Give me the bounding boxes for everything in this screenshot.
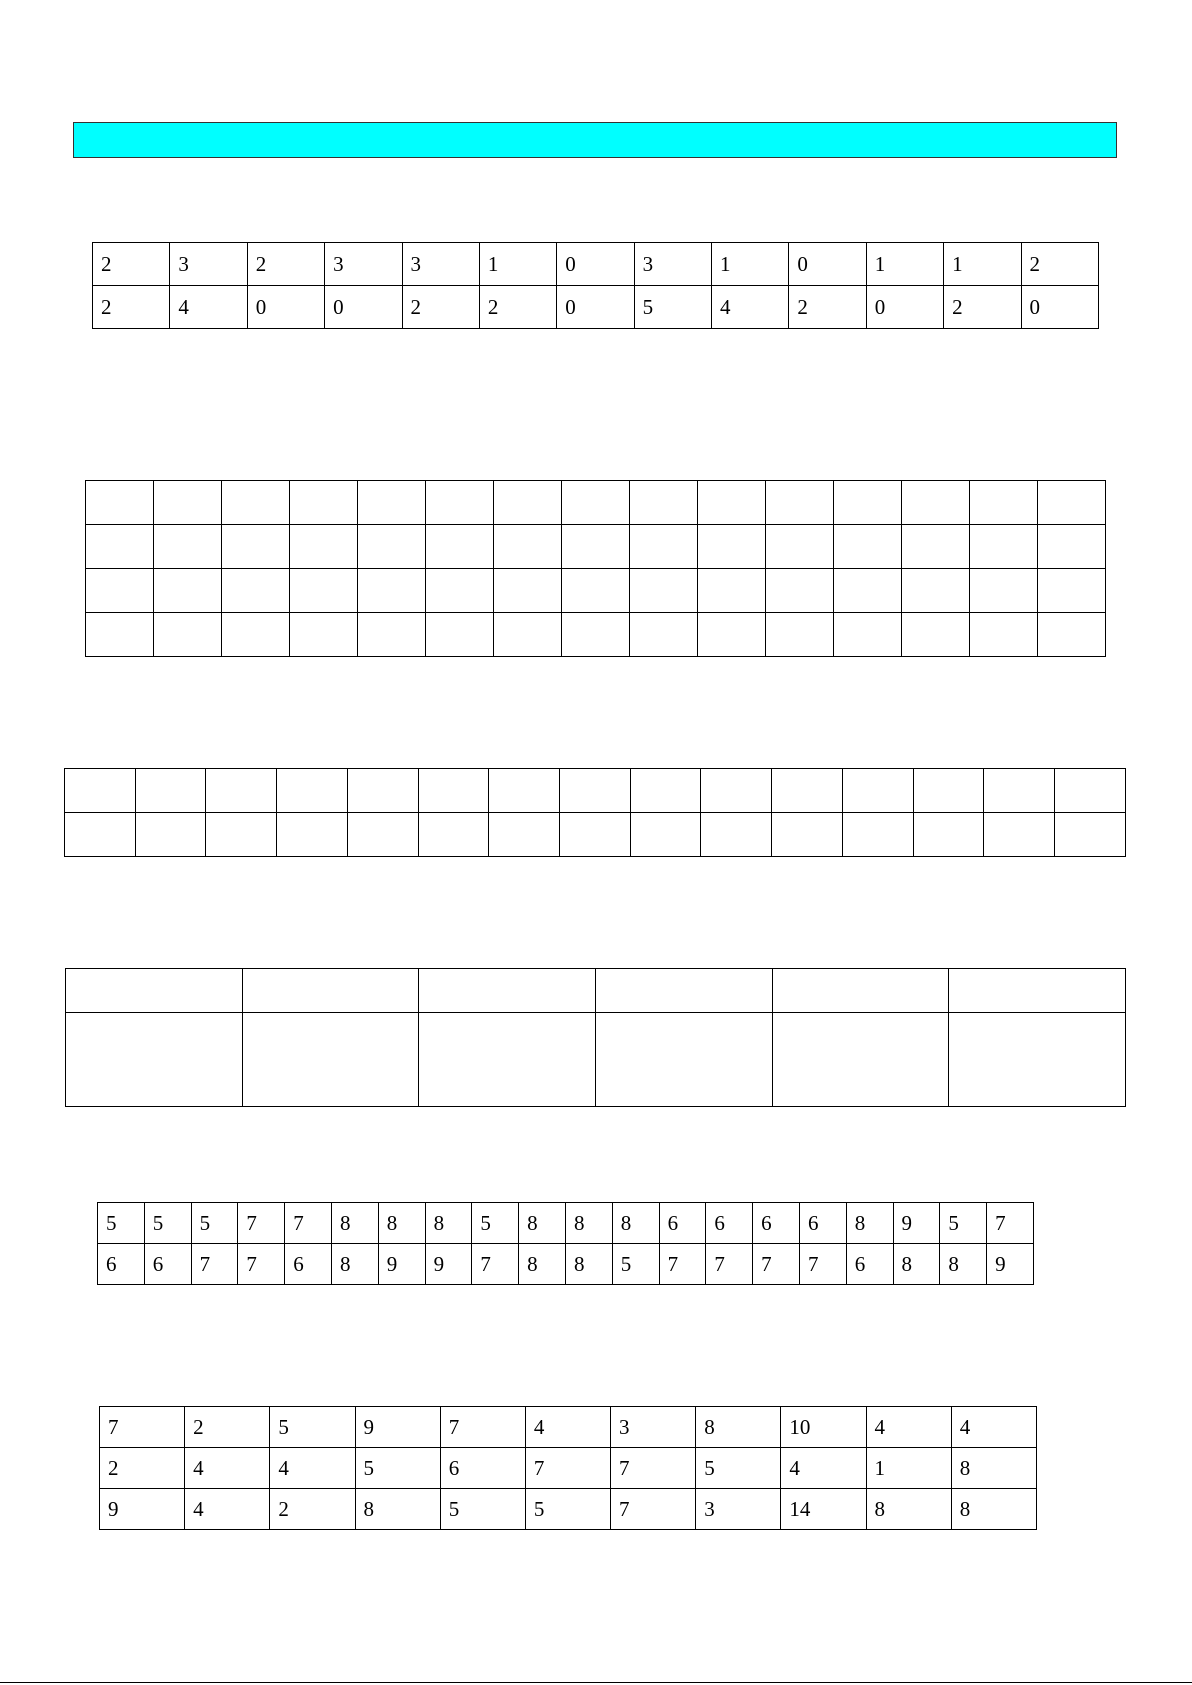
table-cell bbox=[277, 813, 348, 857]
table-cell: 8 bbox=[951, 1489, 1036, 1530]
table-cell bbox=[562, 481, 630, 525]
table-cell: 3 bbox=[634, 243, 711, 286]
table-cell bbox=[494, 525, 562, 569]
table-cell bbox=[902, 481, 970, 525]
table-cell: 3 bbox=[170, 243, 247, 286]
table-cell: 4 bbox=[170, 286, 247, 329]
table-cell bbox=[358, 613, 426, 657]
table-cell: 6 bbox=[799, 1203, 846, 1244]
table-cell: 6 bbox=[98, 1244, 145, 1285]
table-cell: 0 bbox=[557, 243, 634, 286]
table-cell: 7 bbox=[987, 1203, 1034, 1244]
table-cell: 4 bbox=[525, 1407, 610, 1448]
table-cell bbox=[902, 613, 970, 657]
table-cell: 7 bbox=[191, 1244, 238, 1285]
table-cell: 3 bbox=[402, 243, 479, 286]
table-cell: 8 bbox=[893, 1244, 940, 1285]
data-table-6 bbox=[99, 1406, 1037, 1530]
table-cell bbox=[358, 481, 426, 525]
table-cell: 8 bbox=[866, 1489, 951, 1530]
data-table-1 bbox=[92, 242, 1099, 329]
table-cell bbox=[970, 525, 1038, 569]
table-cell bbox=[560, 769, 631, 813]
table-cell bbox=[698, 613, 766, 657]
table-cell: 4 bbox=[185, 1448, 270, 1489]
table-cell bbox=[949, 969, 1126, 1013]
table-cell: 7 bbox=[238, 1203, 285, 1244]
table-cell bbox=[595, 969, 772, 1013]
table-cell bbox=[562, 613, 630, 657]
table-cell: 2 bbox=[402, 286, 479, 329]
table-cell bbox=[970, 613, 1038, 657]
table-cell bbox=[222, 569, 290, 613]
table-row bbox=[93, 243, 1099, 286]
table-cell: 4 bbox=[781, 1448, 866, 1489]
table-cell: 2 bbox=[93, 286, 170, 329]
table-cell bbox=[562, 569, 630, 613]
table-cell: 1 bbox=[712, 243, 789, 286]
table-cell: 4 bbox=[712, 286, 789, 329]
table-cell bbox=[701, 769, 772, 813]
table-cell: 8 bbox=[519, 1244, 566, 1285]
table-cell: 5 bbox=[144, 1203, 191, 1244]
table-cell bbox=[135, 769, 206, 813]
table-cell: 3 bbox=[611, 1407, 696, 1448]
table-cell bbox=[842, 813, 913, 857]
table-row bbox=[65, 813, 1126, 857]
table-cell: 4 bbox=[270, 1448, 355, 1489]
table-cell: 8 bbox=[378, 1203, 425, 1244]
data-table-5 bbox=[97, 1202, 1034, 1285]
table-cell bbox=[66, 969, 243, 1013]
table-cell: 8 bbox=[696, 1407, 781, 1448]
table-cell bbox=[86, 569, 154, 613]
table-cell bbox=[766, 525, 834, 569]
table-cell: 4 bbox=[951, 1407, 1036, 1448]
table-cell bbox=[65, 813, 136, 857]
table-row bbox=[66, 969, 1126, 1013]
table-cell: 14 bbox=[781, 1489, 866, 1530]
table-cell bbox=[206, 769, 277, 813]
table-cell: 5 bbox=[355, 1448, 440, 1489]
table-cell bbox=[419, 969, 596, 1013]
table-row bbox=[100, 1407, 1037, 1448]
table-cell: 2 bbox=[270, 1489, 355, 1530]
table-cell: 3 bbox=[696, 1489, 781, 1530]
table-cell bbox=[426, 525, 494, 569]
table-cell bbox=[949, 1013, 1126, 1107]
table-cell: 7 bbox=[659, 1244, 706, 1285]
table-cell bbox=[595, 1013, 772, 1107]
empty-table-4 bbox=[65, 968, 1126, 1107]
table-cell bbox=[154, 481, 222, 525]
table-cell: 6 bbox=[144, 1244, 191, 1285]
table-cell bbox=[834, 613, 902, 657]
table-cell: 8 bbox=[846, 1203, 893, 1244]
table-cell: 2 bbox=[944, 286, 1021, 329]
table-cell bbox=[1055, 813, 1126, 857]
table-cell bbox=[358, 569, 426, 613]
table-cell bbox=[222, 613, 290, 657]
table-cell: 2 bbox=[479, 286, 556, 329]
table-cell: 8 bbox=[331, 1203, 378, 1244]
table-cell: 9 bbox=[378, 1244, 425, 1285]
table-cell bbox=[701, 813, 772, 857]
table-cell bbox=[290, 481, 358, 525]
table-cell bbox=[698, 525, 766, 569]
table-cell bbox=[65, 769, 136, 813]
table-cell bbox=[242, 969, 419, 1013]
table-cell: 3 bbox=[325, 243, 402, 286]
table-row bbox=[86, 613, 1106, 657]
table-cell bbox=[1038, 569, 1106, 613]
table-cell bbox=[277, 769, 348, 813]
table-cell: 7 bbox=[611, 1489, 696, 1530]
table-cell: 5 bbox=[612, 1244, 659, 1285]
table-cell: 4 bbox=[185, 1489, 270, 1530]
table-cell: 5 bbox=[270, 1407, 355, 1448]
table-cell: 9 bbox=[355, 1407, 440, 1448]
table-cell bbox=[772, 1013, 949, 1107]
table-cell: 0 bbox=[866, 286, 943, 329]
table-cell: 2 bbox=[789, 286, 866, 329]
table-cell: 9 bbox=[893, 1203, 940, 1244]
table-cell bbox=[494, 569, 562, 613]
table-row bbox=[100, 1448, 1037, 1489]
table-cell: 7 bbox=[100, 1407, 185, 1448]
table-cell bbox=[86, 613, 154, 657]
table-cell: 0 bbox=[247, 286, 324, 329]
page-bottom-rule bbox=[0, 1682, 1192, 1683]
table-cell bbox=[1038, 481, 1106, 525]
table-cell bbox=[358, 525, 426, 569]
table-cell bbox=[913, 813, 984, 857]
table-cell: 7 bbox=[753, 1244, 800, 1285]
table-cell: 10 bbox=[781, 1407, 866, 1448]
table-cell: 7 bbox=[472, 1244, 519, 1285]
table-cell bbox=[242, 1013, 419, 1107]
table-cell bbox=[834, 481, 902, 525]
table-cell: 6 bbox=[846, 1244, 893, 1285]
table-cell bbox=[426, 613, 494, 657]
table-cell: 5 bbox=[696, 1448, 781, 1489]
table-cell bbox=[489, 813, 560, 857]
table-cell: 5 bbox=[525, 1489, 610, 1530]
table-cell bbox=[347, 769, 418, 813]
table-cell bbox=[1055, 769, 1126, 813]
table-cell bbox=[630, 569, 698, 613]
table-cell: 1 bbox=[944, 243, 1021, 286]
table-cell bbox=[562, 525, 630, 569]
table-cell bbox=[494, 481, 562, 525]
empty-table-2 bbox=[85, 480, 1106, 657]
table-cell bbox=[834, 569, 902, 613]
table-cell bbox=[426, 569, 494, 613]
table-cell: 8 bbox=[951, 1448, 1036, 1489]
table-cell bbox=[222, 481, 290, 525]
table-cell bbox=[86, 481, 154, 525]
table-cell bbox=[66, 1013, 243, 1107]
table-cell bbox=[1038, 613, 1106, 657]
table-cell: 8 bbox=[331, 1244, 378, 1285]
table-cell bbox=[222, 525, 290, 569]
table-cell bbox=[984, 813, 1055, 857]
table-cell: 6 bbox=[659, 1203, 706, 1244]
table-cell bbox=[135, 813, 206, 857]
table-cell: 9 bbox=[100, 1489, 185, 1530]
table-cell: 2 bbox=[247, 243, 324, 286]
table-cell: 7 bbox=[440, 1407, 525, 1448]
table-cell: 7 bbox=[611, 1448, 696, 1489]
table-cell bbox=[970, 481, 1038, 525]
table-cell: 5 bbox=[472, 1203, 519, 1244]
table-row bbox=[86, 525, 1106, 569]
table-cell: 7 bbox=[238, 1244, 285, 1285]
table-cell: 9 bbox=[425, 1244, 472, 1285]
table-cell bbox=[834, 525, 902, 569]
table-cell bbox=[842, 769, 913, 813]
table-cell bbox=[154, 613, 222, 657]
table-cell bbox=[494, 613, 562, 657]
table-cell: 8 bbox=[519, 1203, 566, 1244]
table-cell: 0 bbox=[557, 286, 634, 329]
table-row bbox=[86, 569, 1106, 613]
table-cell bbox=[902, 525, 970, 569]
table-cell: 8 bbox=[565, 1203, 612, 1244]
table-cell bbox=[206, 813, 277, 857]
table-cell bbox=[970, 569, 1038, 613]
table-cell bbox=[290, 613, 358, 657]
table-cell bbox=[630, 613, 698, 657]
table-cell bbox=[290, 525, 358, 569]
table-cell: 2 bbox=[185, 1407, 270, 1448]
table-cell bbox=[766, 613, 834, 657]
table-cell bbox=[766, 569, 834, 613]
table-cell: 5 bbox=[191, 1203, 238, 1244]
table-cell bbox=[418, 813, 489, 857]
table-cell: 6 bbox=[440, 1448, 525, 1489]
header-banner bbox=[73, 122, 1117, 158]
table-cell: 6 bbox=[753, 1203, 800, 1244]
table-cell: 7 bbox=[706, 1244, 753, 1285]
table-cell bbox=[772, 969, 949, 1013]
table-cell: 9 bbox=[987, 1244, 1034, 1285]
table-cell bbox=[698, 481, 766, 525]
table-cell: 8 bbox=[355, 1489, 440, 1530]
table-cell: 7 bbox=[285, 1203, 332, 1244]
table-cell bbox=[984, 769, 1055, 813]
table-cell bbox=[426, 481, 494, 525]
table-cell bbox=[419, 1013, 596, 1107]
table-row bbox=[66, 1013, 1126, 1107]
table-cell: 8 bbox=[940, 1244, 987, 1285]
table-cell bbox=[1038, 525, 1106, 569]
table-cell bbox=[766, 481, 834, 525]
table-cell bbox=[489, 769, 560, 813]
table-cell: 6 bbox=[285, 1244, 332, 1285]
table-cell: 0 bbox=[1021, 286, 1099, 329]
table-cell: 5 bbox=[940, 1203, 987, 1244]
table-row bbox=[98, 1244, 1034, 1285]
table-cell bbox=[86, 525, 154, 569]
table-cell: 1 bbox=[479, 243, 556, 286]
table-row bbox=[86, 481, 1106, 525]
table-cell: 6 bbox=[706, 1203, 753, 1244]
table-row bbox=[93, 286, 1099, 329]
table-cell: 5 bbox=[634, 286, 711, 329]
table-cell bbox=[902, 569, 970, 613]
table-cell bbox=[630, 813, 701, 857]
table-cell: 7 bbox=[799, 1244, 846, 1285]
empty-table-3 bbox=[64, 768, 1126, 857]
table-cell: 5 bbox=[440, 1489, 525, 1530]
table-row bbox=[65, 769, 1126, 813]
table-cell bbox=[630, 525, 698, 569]
table-cell bbox=[154, 525, 222, 569]
table-cell: 5 bbox=[98, 1203, 145, 1244]
table-cell bbox=[698, 569, 766, 613]
table-cell bbox=[560, 813, 631, 857]
table-cell: 4 bbox=[866, 1407, 951, 1448]
table-cell: 1 bbox=[866, 1448, 951, 1489]
table-row bbox=[98, 1203, 1034, 1244]
table-cell: 2 bbox=[93, 243, 170, 286]
table-cell: 8 bbox=[612, 1203, 659, 1244]
table-cell bbox=[418, 769, 489, 813]
table-cell bbox=[630, 481, 698, 525]
table-cell bbox=[290, 569, 358, 613]
table-cell: 8 bbox=[425, 1203, 472, 1244]
table-cell: 1 bbox=[866, 243, 943, 286]
table-cell bbox=[772, 813, 843, 857]
table-cell: 2 bbox=[1021, 243, 1099, 286]
table-cell bbox=[347, 813, 418, 857]
table-cell bbox=[913, 769, 984, 813]
table-cell bbox=[630, 769, 701, 813]
table-row bbox=[100, 1489, 1037, 1530]
table-cell bbox=[154, 569, 222, 613]
table-cell: 7 bbox=[525, 1448, 610, 1489]
table-cell: 8 bbox=[565, 1244, 612, 1285]
table-cell: 2 bbox=[100, 1448, 185, 1489]
table-cell bbox=[772, 769, 843, 813]
table-cell: 0 bbox=[789, 243, 866, 286]
table-cell: 0 bbox=[325, 286, 402, 329]
